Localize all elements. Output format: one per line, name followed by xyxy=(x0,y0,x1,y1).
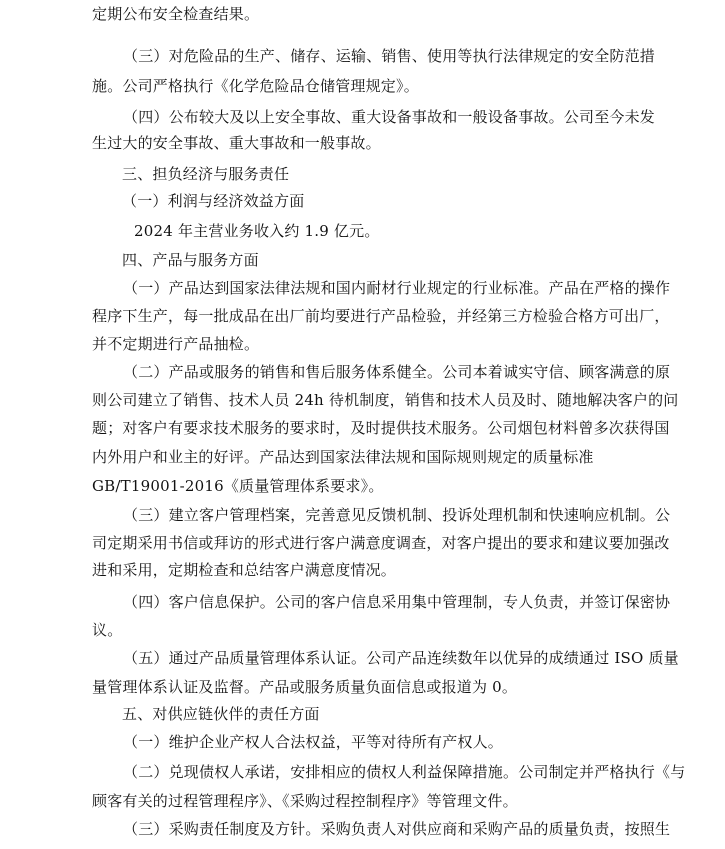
text-line: （二）兑现债权人承诺，安排相应的债权人利益保障措施。公司制定并严格执行《与 xyxy=(123,763,686,781)
text-line: 司定期采用书信或拜访的形式进行客户满意度调查，对客户提出的要求和建议要加强改 xyxy=(92,534,670,552)
text-line: 内外用户和业主的好评。产品达到国家法律法规和国际规则规定的质量标准 xyxy=(92,448,594,466)
text-line: 顾客有关的过程管理程序》、《采购过程控制程序》等管理文件。 xyxy=(92,792,518,810)
text-line: （四）客户信息保护。公司的客户信息采用集中管理制，专人负责，并签订保密协 xyxy=(123,593,671,611)
text-line: 施。公司严格执行《化学危险品仓储管理规定》。 xyxy=(92,77,419,95)
text-line: 进和采用，定期检查和总结客户满意度情况。 xyxy=(92,561,397,579)
text-line: 定期公布安全检查结果。 xyxy=(92,5,260,23)
text-line: （三）对危险品的生产、储存、运输、销售、使用等执行法律规定的安全防范措 xyxy=(123,47,656,65)
text-line: （一）维护企业产权人合法权益，平等对待所有产权人。 xyxy=(123,733,504,751)
subsection-heading: （一）利润与经济效益方面 xyxy=(122,192,305,210)
text-line: （四）公布较大及以上安全事故、重大设备事故和一般设备事故。公司至今未发 xyxy=(123,108,656,126)
text-line: 量管理体系认证及监督。产品或服务质量负面信息或报道为 0。 xyxy=(92,678,518,696)
text-line: （三）采购责任制度及方针。采购负责人对供应商和采购产品的质量负责，按照生 xyxy=(123,820,671,838)
section-heading: 五、对供应链伙伴的责任方面 xyxy=(122,705,320,723)
text-line: 生过大的安全事故、重大事故和一般事故。 xyxy=(92,134,381,152)
text-line: （三）建立客户管理档案，完善意见反馈机制、投诉处理机制和快速响应机制。公 xyxy=(123,506,671,524)
text-line: （一）产品达到国家法律法规和国内耐材行业规定的行业标准。产品在严格的操作 xyxy=(123,279,671,297)
text-line: 题；对客户有要求技术服务的要求时，及时提供技术服务。公司烟包材料曾多次获得国 xyxy=(92,419,670,437)
text-line: （二）产品或服务的销售和售后服务体系健全。公司本着诚实守信、顾客满意的原 xyxy=(123,363,671,381)
section-heading: 四、产品与服务方面 xyxy=(122,251,259,269)
text-line: 则公司建立了销售、技术人员 24h 待机制度，销售和技术人员及时、随地解决客户的问 xyxy=(92,391,679,409)
text-line: 程序下生产，每一批成品在出厂前均要进行产品检验，并经第三方检验合格方可出厂， xyxy=(92,307,670,325)
text-line: （五）通过产品质量管理体系认证。公司产品连续数年以优异的成绩通过 ISO 质量 xyxy=(123,649,679,667)
section-heading: 三、担负经济与服务责任 xyxy=(122,165,290,183)
text-line: 并不定期进行产品抽检。 xyxy=(92,335,260,353)
text-line: 议。 xyxy=(92,621,123,639)
text-line: GB/T19001-2016《质量管理体系要求》。 xyxy=(92,477,384,495)
text-line: 2024 年主营业务收入约 1.9 亿元。 xyxy=(134,222,380,240)
